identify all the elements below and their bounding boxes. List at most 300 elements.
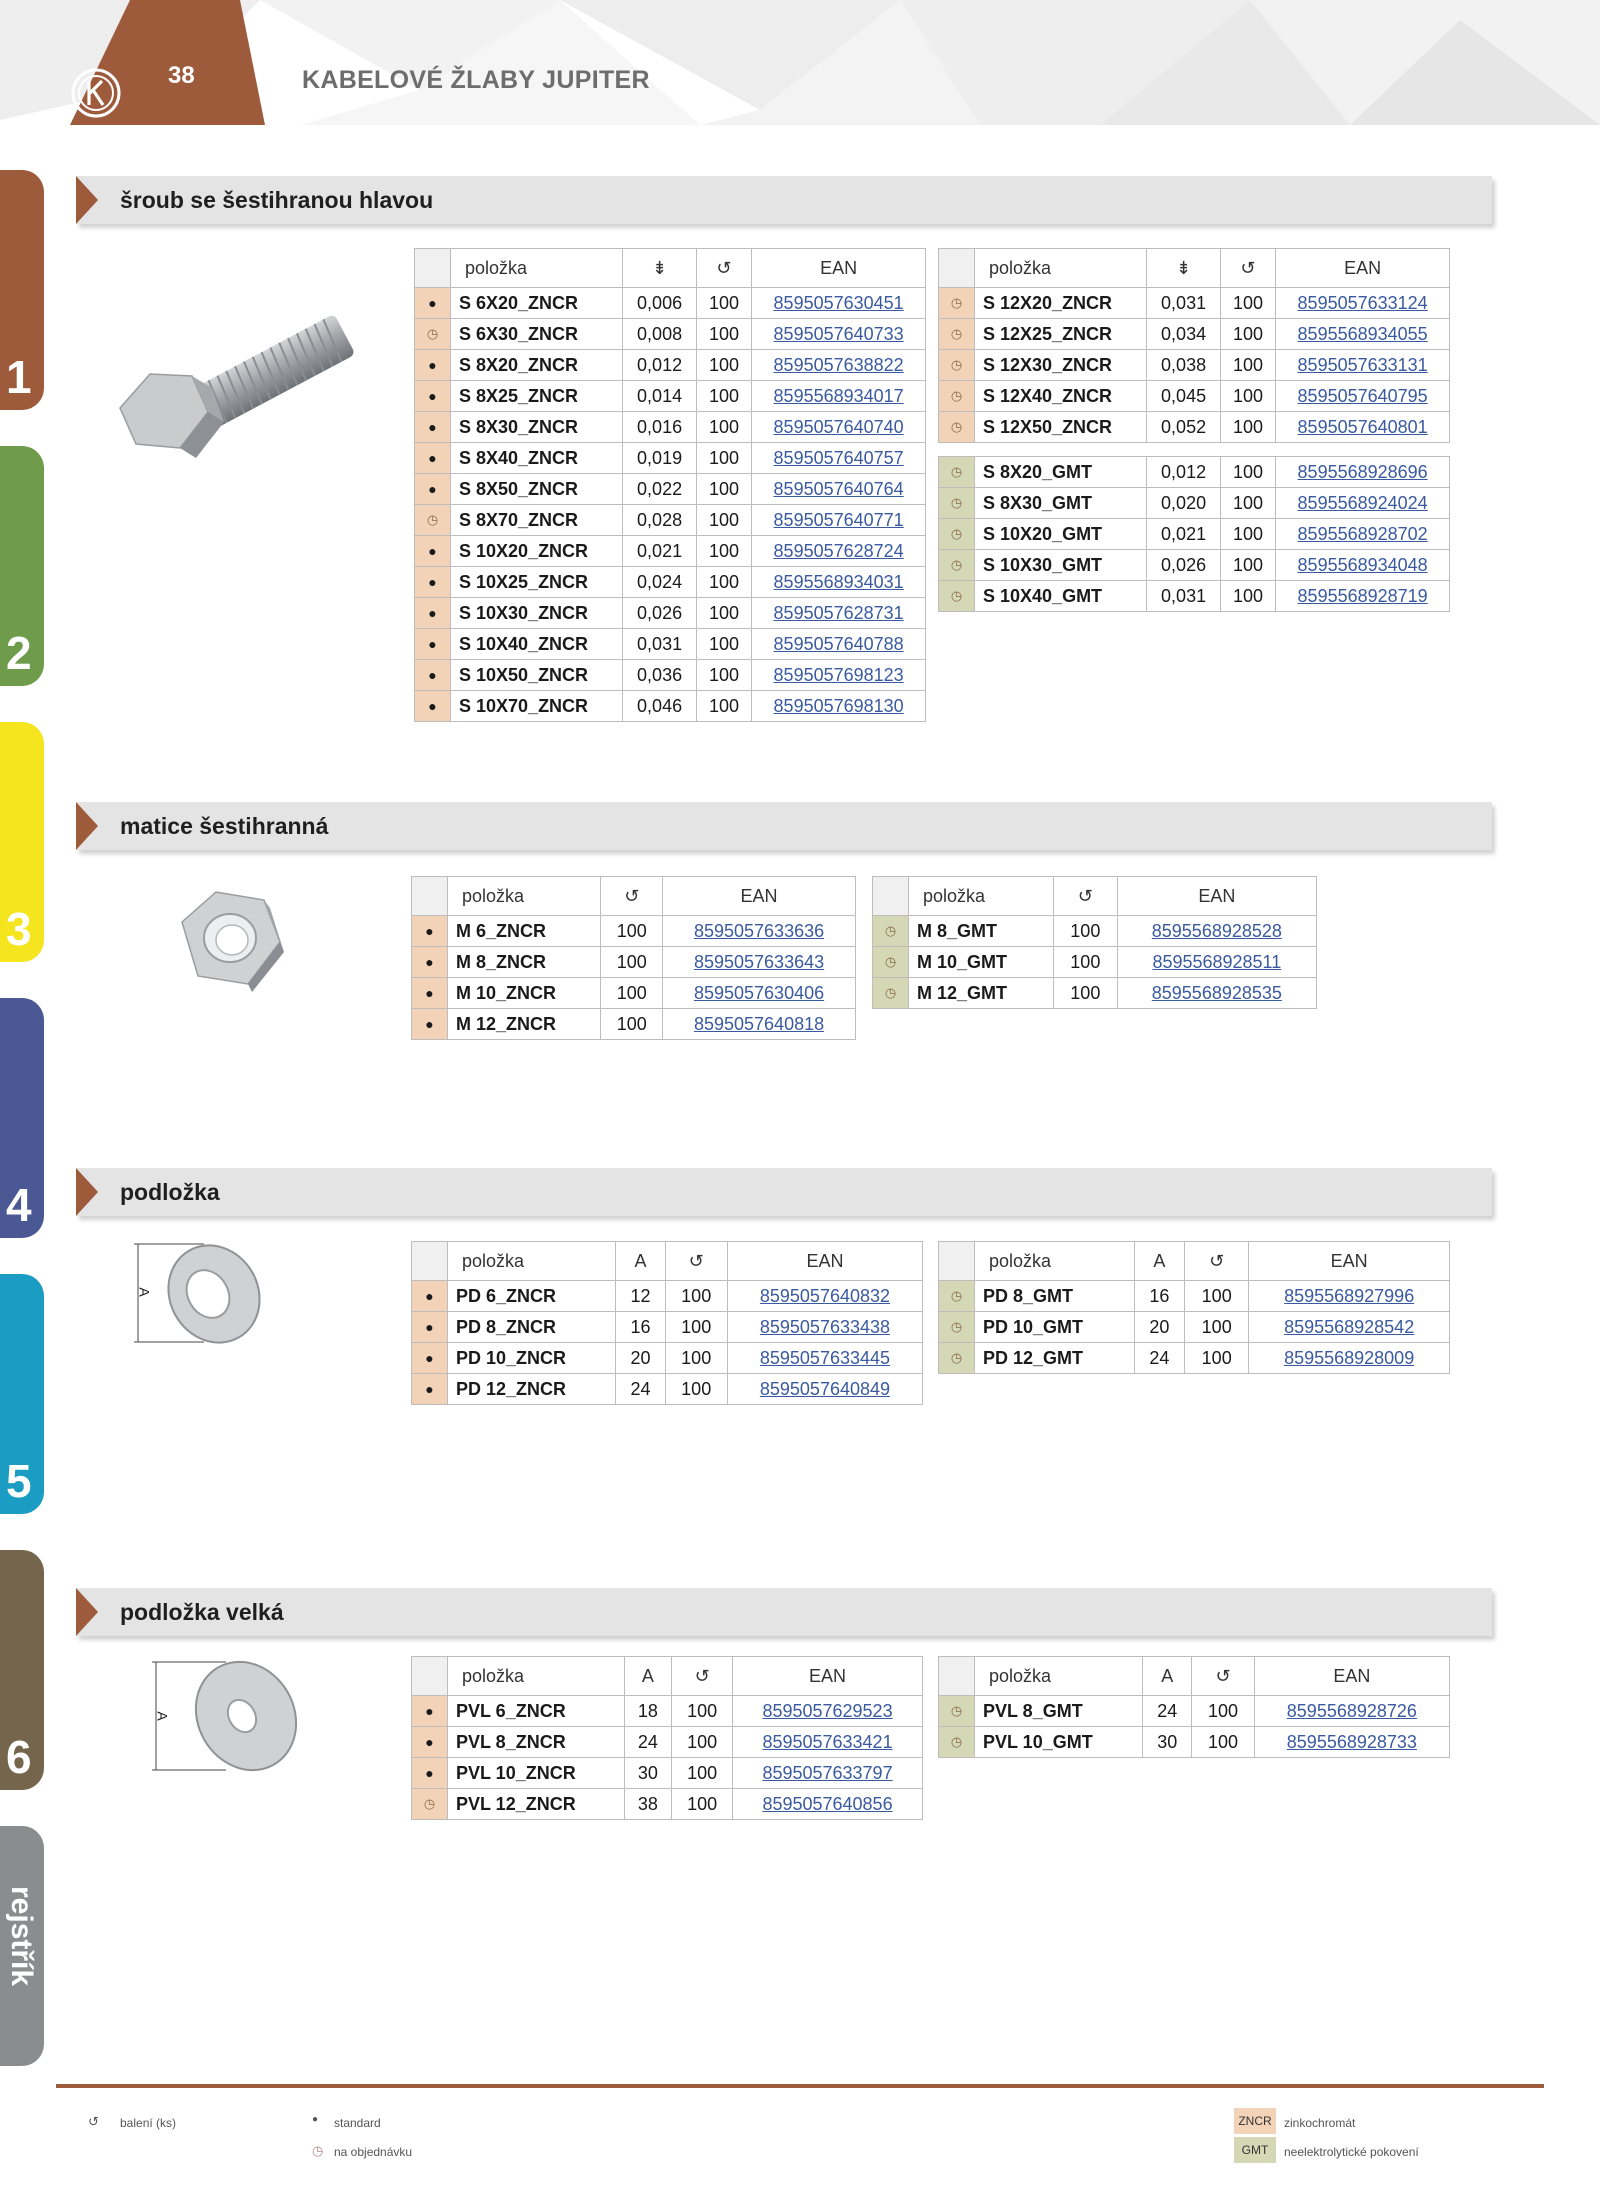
item-code: S 12X40_ZNCR	[975, 381, 1147, 412]
ean-link[interactable]: 8595057640764	[752, 474, 926, 505]
ean-link[interactable]: 8595568927996	[1249, 1281, 1450, 1312]
item-code: S 8X25_ZNCR	[451, 381, 623, 412]
col-item: položka	[909, 877, 1054, 916]
table-row	[415, 536, 926, 567]
item-code: M 10_ZNCR	[448, 978, 601, 1009]
section-bar-washer	[76, 1168, 1492, 1216]
ean-link[interactable]: 8595057630406	[663, 978, 856, 1009]
ean-link[interactable]: 8595568928535	[1117, 978, 1316, 1009]
standard-dot-icon: ●	[415, 288, 451, 319]
table-row	[873, 916, 1317, 947]
item-weight: 0,028	[623, 505, 696, 536]
section-title: podložka velká	[120, 1599, 284, 1625]
ean-link[interactable]: 8595057630451	[752, 288, 926, 319]
item-pack: 100	[1053, 916, 1117, 947]
item-pack: 100	[1053, 978, 1117, 1009]
ean-link[interactable]: 8595057633131	[1276, 350, 1450, 381]
section-title: podložka	[120, 1179, 220, 1205]
item-weight: 0,012	[623, 350, 696, 381]
section-marker	[76, 802, 98, 850]
large-washer-left-body	[412, 1696, 923, 1820]
item-code: S 8X40_ZNCR	[451, 443, 623, 474]
item-pack: 100	[1185, 1343, 1249, 1374]
on-order-clock-icon: ◷	[415, 319, 451, 350]
item-pack: 100	[672, 1696, 733, 1727]
on-order-clock-icon: ◷	[873, 916, 909, 947]
item-weight: 0,022	[623, 474, 696, 505]
ean-link[interactable]: 8595057633438	[727, 1312, 922, 1343]
col-a: A	[1143, 1657, 1192, 1696]
header-background	[0, 0, 1600, 130]
ean-link[interactable]: 8595057640757	[752, 443, 926, 474]
item-pack: 100	[696, 567, 752, 598]
standard-dot-icon: ●	[415, 567, 451, 598]
item-a: 24	[616, 1374, 665, 1405]
item-code: PD 8_ZNCR	[448, 1312, 616, 1343]
table-row	[939, 519, 1450, 550]
item-code: S 12X30_ZNCR	[975, 350, 1147, 381]
item-weight: 0,012	[1147, 457, 1220, 488]
item-pack: 100	[1220, 288, 1276, 319]
item-code: S 10X40_ZNCR	[451, 629, 623, 660]
ean-link[interactable]: 8595057698123	[752, 660, 926, 691]
item-pack: 100	[696, 598, 752, 629]
on-order-clock-icon: ◷	[939, 1727, 975, 1758]
item-a: 38	[624, 1789, 672, 1820]
table-row	[939, 488, 1450, 519]
item-weight: 0,020	[1147, 488, 1220, 519]
table-row	[939, 412, 1450, 443]
table-row	[939, 1727, 1450, 1758]
table-row	[939, 457, 1450, 488]
item-a: 30	[1143, 1727, 1192, 1758]
item-weight: 0,045	[1147, 381, 1220, 412]
section-marker	[76, 176, 98, 224]
ean-link[interactable]: 8595568928009	[1249, 1343, 1450, 1374]
ean-link[interactable]: 8595568934017	[752, 381, 926, 412]
ean-link[interactable]: 8595568934031	[752, 567, 926, 598]
washer-dim-label: A	[136, 1287, 153, 1297]
ean-link[interactable]: 8595568928696	[1276, 457, 1450, 488]
washer-table-right	[938, 1241, 1450, 1374]
section-bar-washer-large	[76, 1588, 1492, 1636]
chapter-tab-1[interactable]: 1	[0, 170, 44, 410]
on-order-clock-icon: ◷	[939, 550, 975, 581]
item-weight: 0,019	[623, 443, 696, 474]
col-ean: EAN	[752, 249, 926, 288]
item-code: PD 8_GMT	[975, 1281, 1135, 1312]
standard-dot-icon: ●	[415, 474, 451, 505]
ean-link[interactable]: 8595568928511	[1117, 947, 1316, 978]
header-title: KABELOVÉ ŽLABY JUPITER	[302, 66, 650, 94]
col-item: položka	[448, 877, 601, 916]
item-weight: 0,052	[1147, 412, 1220, 443]
standard-dot-icon: ●	[412, 1343, 448, 1374]
section-bar-screw	[76, 176, 1492, 224]
ean-link[interactable]: 8595568928528	[1117, 916, 1316, 947]
item-a: 24	[624, 1727, 672, 1758]
item-pack: 100	[696, 505, 752, 536]
on-order-clock-icon: ◷	[939, 1281, 975, 1312]
section-marker	[76, 1168, 98, 1216]
col-a: A	[616, 1242, 665, 1281]
on-order-clock-icon: ◷	[939, 457, 975, 488]
screw-right-gmt-body	[939, 457, 1450, 612]
item-code: PVL 8_ZNCR	[448, 1727, 625, 1758]
nut-table-right	[872, 876, 1317, 1009]
item-code: S 8X70_ZNCR	[451, 505, 623, 536]
table-row	[939, 319, 1450, 350]
col-pack: ↺	[672, 1657, 733, 1696]
item-a: 20	[1134, 1312, 1185, 1343]
item-pack: 100	[1220, 519, 1276, 550]
col-ean: EAN	[1276, 249, 1450, 288]
ean-link[interactable]: 8595057633636	[663, 916, 856, 947]
item-weight: 0,026	[1147, 550, 1220, 581]
item-code: M 12_GMT	[909, 978, 1054, 1009]
table-row	[939, 581, 1450, 612]
chapter-tab-2[interactable]: 2	[0, 446, 44, 686]
item-pack: 100	[601, 978, 663, 1009]
on-order-clock-icon: ◷	[415, 505, 451, 536]
table-row	[939, 1281, 1450, 1312]
table-row	[415, 691, 926, 722]
item-code: S 12X50_ZNCR	[975, 412, 1147, 443]
item-code: M 6_ZNCR	[448, 916, 601, 947]
item-code: S 10X30_GMT	[975, 550, 1147, 581]
zncr-swatch: ZNCR	[1234, 2108, 1276, 2134]
section-title: matice šestihranná	[120, 813, 329, 839]
table-row	[412, 947, 856, 978]
nut-left-body	[412, 916, 856, 1040]
item-pack: 100	[672, 1758, 733, 1789]
ean-link[interactable]: 8595057628731	[752, 598, 926, 629]
large-washer-right-body	[939, 1696, 1450, 1758]
standard-dot-icon: ●	[412, 1009, 448, 1040]
item-code: S 10X70_ZNCR	[451, 691, 623, 722]
table-row	[415, 288, 926, 319]
item-pack: 100	[1220, 350, 1276, 381]
item-code: S 10X40_GMT	[975, 581, 1147, 612]
large-washer-dim-label: A	[154, 1711, 171, 1721]
item-code: S 6X20_ZNCR	[451, 288, 623, 319]
table-row	[415, 412, 926, 443]
section-marker	[76, 1588, 98, 1636]
col-pack: ↺	[1192, 1657, 1254, 1696]
table-row	[939, 550, 1450, 581]
standard-dot-icon: ●	[312, 2114, 319, 2125]
chapter-tab-4[interactable]: 4	[0, 998, 44, 1238]
item-pack: 100	[665, 1312, 727, 1343]
ean-link[interactable]: 8595057638822	[752, 350, 926, 381]
standard-dot-icon: ●	[412, 978, 448, 1009]
item-pack: 100	[665, 1374, 727, 1405]
item-pack: 100	[1220, 457, 1276, 488]
item-a: 16	[616, 1312, 665, 1343]
table-row	[412, 1758, 923, 1789]
item-code: PVL 12_ZNCR	[448, 1789, 625, 1820]
item-pack: 100	[665, 1281, 727, 1312]
company-logo	[70, 67, 122, 119]
item-code: S 10X20_GMT	[975, 519, 1147, 550]
ean-link[interactable]: 8595568934055	[1276, 319, 1450, 350]
item-pack: 100	[696, 288, 752, 319]
ean-link[interactable]: 8595057633421	[733, 1727, 923, 1758]
item-weight: 0,014	[623, 381, 696, 412]
table-row	[412, 1727, 923, 1758]
col-pack: ↺	[1053, 877, 1117, 916]
item-pack: 100	[696, 691, 752, 722]
table-row	[415, 381, 926, 412]
ean-link[interactable]: 8595057640788	[752, 629, 926, 660]
ean-link[interactable]: 8595057640801	[1276, 412, 1450, 443]
item-code: S 8X30_ZNCR	[451, 412, 623, 443]
item-pack: 100	[665, 1343, 727, 1374]
washer-left-body	[412, 1281, 923, 1405]
item-pack: 100	[1220, 319, 1276, 350]
screw-left-body	[415, 288, 926, 722]
item-a: 30	[624, 1758, 672, 1789]
item-pack: 100	[696, 412, 752, 443]
item-pack: 100	[1053, 947, 1117, 978]
standard-dot-icon: ●	[412, 1281, 448, 1312]
on-order-clock-icon: ◷	[939, 581, 975, 612]
ean-link[interactable]: 8595568928542	[1249, 1312, 1450, 1343]
chapter-tab-6[interactable]: 6	[0, 1550, 44, 1790]
table-row	[939, 381, 1450, 412]
item-pack: 100	[696, 629, 752, 660]
table-row	[415, 319, 926, 350]
item-a: 24	[1143, 1696, 1192, 1727]
chapter-tab-3[interactable]: 3	[0, 722, 44, 962]
table-row	[939, 1312, 1450, 1343]
col-item: položka	[448, 1657, 625, 1696]
item-pack: 100	[1192, 1727, 1254, 1758]
item-pack: 100	[696, 536, 752, 567]
item-code: S 10X25_ZNCR	[451, 567, 623, 598]
table-row	[412, 1281, 923, 1312]
on-order-clock-icon: ◷	[939, 412, 975, 443]
screw-table-right	[938, 248, 1450, 612]
standard-dot-icon: ●	[415, 598, 451, 629]
table-row	[412, 916, 856, 947]
item-weight: 0,046	[623, 691, 696, 722]
ean-link[interactable]: 8595568928733	[1254, 1727, 1449, 1758]
ean-link[interactable]: 8595568928702	[1276, 519, 1450, 550]
item-code: S 8X50_ZNCR	[451, 474, 623, 505]
col-a: A	[624, 1657, 672, 1696]
on-order-clock-icon: ◷	[939, 1696, 975, 1727]
table-row	[415, 443, 926, 474]
item-code: M 8_GMT	[909, 916, 1054, 947]
washer-image	[124, 1238, 304, 1353]
item-code: S 12X25_ZNCR	[975, 319, 1147, 350]
col-pack: ↺	[665, 1242, 727, 1281]
ean-link[interactable]: 8595057629523	[733, 1696, 923, 1727]
chapter-tab-5[interactable]: 5	[0, 1274, 44, 1514]
ean-link[interactable]: 8595568924024	[1276, 488, 1450, 519]
item-weight: 0,006	[623, 288, 696, 319]
item-pack: 100	[1185, 1312, 1249, 1343]
col-a: A	[1134, 1242, 1185, 1281]
col-ean: EAN	[727, 1242, 922, 1281]
item-code: S 8X20_ZNCR	[451, 350, 623, 381]
ean-link[interactable]: 8595057640795	[1276, 381, 1450, 412]
hex-nut-image	[172, 880, 288, 1005]
standard-dot-icon: ●	[412, 1727, 448, 1758]
table-row	[415, 629, 926, 660]
col-item: položka	[975, 1242, 1135, 1281]
table-row	[412, 1374, 923, 1405]
standard-dot-icon: ●	[412, 1696, 448, 1727]
col-pack: ↺	[696, 249, 752, 288]
item-weight: 0,024	[623, 567, 696, 598]
ean-link[interactable]: 8595057640849	[727, 1374, 922, 1405]
item-pack: 100	[1220, 581, 1276, 612]
ean-link[interactable]: 8595057628724	[752, 536, 926, 567]
standard-dot-icon: ●	[415, 381, 451, 412]
item-pack: 100	[696, 660, 752, 691]
ean-link[interactable]: 8595057640856	[733, 1789, 923, 1820]
table-row	[415, 567, 926, 598]
item-code: PD 12_GMT	[975, 1343, 1135, 1374]
item-weight: 0,021	[1147, 519, 1220, 550]
table-row	[412, 1009, 856, 1040]
on-order-clock-icon: ◷	[939, 319, 975, 350]
on-order-clock-icon: ◷	[412, 1789, 448, 1820]
ean-link[interactable]: 8595057633445	[727, 1343, 922, 1374]
item-weight: 0,036	[623, 660, 696, 691]
item-a: 18	[624, 1696, 672, 1727]
item-pack: 100	[672, 1727, 733, 1758]
col-ean: EAN	[1249, 1242, 1450, 1281]
col-ean: EAN	[733, 1657, 923, 1696]
item-a: 20	[616, 1343, 665, 1374]
col-ean: EAN	[663, 877, 856, 916]
item-code: PD 6_ZNCR	[448, 1281, 616, 1312]
table-row	[415, 350, 926, 381]
ean-link[interactable]: 8595057698130	[752, 691, 926, 722]
standard-dot-icon: ●	[415, 629, 451, 660]
legend-standard-label: standard	[334, 2116, 381, 2130]
item-a: 16	[1134, 1281, 1185, 1312]
ean-link[interactable]: 8595057640733	[752, 319, 926, 350]
table-row	[412, 1789, 923, 1820]
ean-link[interactable]: 8595568928719	[1276, 581, 1450, 612]
item-pack: 100	[696, 319, 752, 350]
standard-dot-icon: ●	[412, 947, 448, 978]
ean-link[interactable]: 8595057640771	[752, 505, 926, 536]
item-code: M 12_ZNCR	[448, 1009, 601, 1040]
on-order-clock-icon: ◷	[939, 288, 975, 319]
col-ean: EAN	[1254, 1657, 1449, 1696]
table-row	[939, 288, 1450, 319]
item-code: S 10X50_ZNCR	[451, 660, 623, 691]
chapter-tab-index[interactable]: rejstřík	[0, 1826, 44, 2066]
page-number: 38	[168, 62, 195, 89]
on-order-clock-icon: ◷	[873, 978, 909, 1009]
item-pack: 100	[1192, 1696, 1254, 1727]
clock-icon: ◷	[312, 2143, 324, 2158]
item-code: PD 10_GMT	[975, 1312, 1135, 1343]
ean-link[interactable]: 8595568934048	[1276, 550, 1450, 581]
item-pack: 100	[696, 474, 752, 505]
item-weight: 0,026	[623, 598, 696, 629]
standard-dot-icon: ●	[412, 1374, 448, 1405]
large-washer-table-right	[938, 1656, 1450, 1758]
item-weight: 0,034	[1147, 319, 1220, 350]
table-row	[415, 505, 926, 536]
item-weight: 0,031	[1147, 288, 1220, 319]
table-row	[412, 1312, 923, 1343]
item-code: M 10_GMT	[909, 947, 1054, 978]
pack-icon: ↺	[88, 2114, 99, 2129]
table-row	[412, 978, 856, 1009]
ean-link[interactable]: 8595057633797	[733, 1758, 923, 1789]
washer-right-body	[939, 1281, 1450, 1374]
col-item: položka	[975, 1657, 1143, 1696]
item-pack: 100	[1220, 412, 1276, 443]
gmt-swatch: GMT	[1234, 2137, 1276, 2163]
screw-table-left	[414, 248, 926, 722]
item-pack: 100	[601, 916, 663, 947]
item-code: S 10X20_ZNCR	[451, 536, 623, 567]
ean-link[interactable]: 8595057640740	[752, 412, 926, 443]
legend-order-label: na objednávku	[334, 2145, 413, 2159]
col-pack: ↺	[1220, 249, 1276, 288]
table-row	[415, 474, 926, 505]
col-item: položka	[451, 249, 623, 288]
item-weight: 0,016	[623, 412, 696, 443]
item-weight: 0,031	[1147, 581, 1220, 612]
ean-link[interactable]: 8595568928726	[1254, 1696, 1449, 1727]
section-title: šroub se šestihranou hlavou	[120, 187, 434, 213]
standard-dot-icon: ●	[412, 916, 448, 947]
table-row	[415, 660, 926, 691]
item-weight: 0,038	[1147, 350, 1220, 381]
ean-link[interactable]: 8595057633643	[663, 947, 856, 978]
table-row	[412, 1696, 923, 1727]
nut-right-body	[873, 916, 1317, 1009]
item-code: PVL 10_GMT	[975, 1727, 1143, 1758]
standard-dot-icon: ●	[415, 536, 451, 567]
item-pack: 100	[696, 350, 752, 381]
legend-zncr-label: zinkochromát	[1284, 2116, 1356, 2130]
item-weight: 0,008	[623, 319, 696, 350]
item-pack: 100	[1220, 550, 1276, 581]
table-row	[939, 350, 1450, 381]
ean-link[interactable]: 8595057633124	[1276, 288, 1450, 319]
col-item: položka	[975, 249, 1147, 288]
item-pack: 100	[601, 1009, 663, 1040]
screw-right-zncr-body	[939, 288, 1450, 443]
screw-right-gap	[939, 443, 1450, 457]
legend-gmt-label: neelektrolytické pokovení	[1284, 2145, 1419, 2159]
ean-link[interactable]: 8595057640818	[663, 1009, 856, 1040]
item-code: PVL 6_ZNCR	[448, 1696, 625, 1727]
table-row	[412, 1343, 923, 1374]
item-pack: 100	[601, 947, 663, 978]
large-washer-image	[146, 1656, 306, 1781]
item-code: S 12X20_ZNCR	[975, 288, 1147, 319]
on-order-clock-icon: ◷	[939, 488, 975, 519]
standard-dot-icon: ●	[415, 660, 451, 691]
legend-pack-label: balení (ks)	[120, 2116, 177, 2130]
ean-link[interactable]: 8595057640832	[727, 1281, 922, 1312]
item-pack: 100	[1185, 1281, 1249, 1312]
table-row	[939, 1696, 1450, 1727]
item-code: PD 10_ZNCR	[448, 1343, 616, 1374]
